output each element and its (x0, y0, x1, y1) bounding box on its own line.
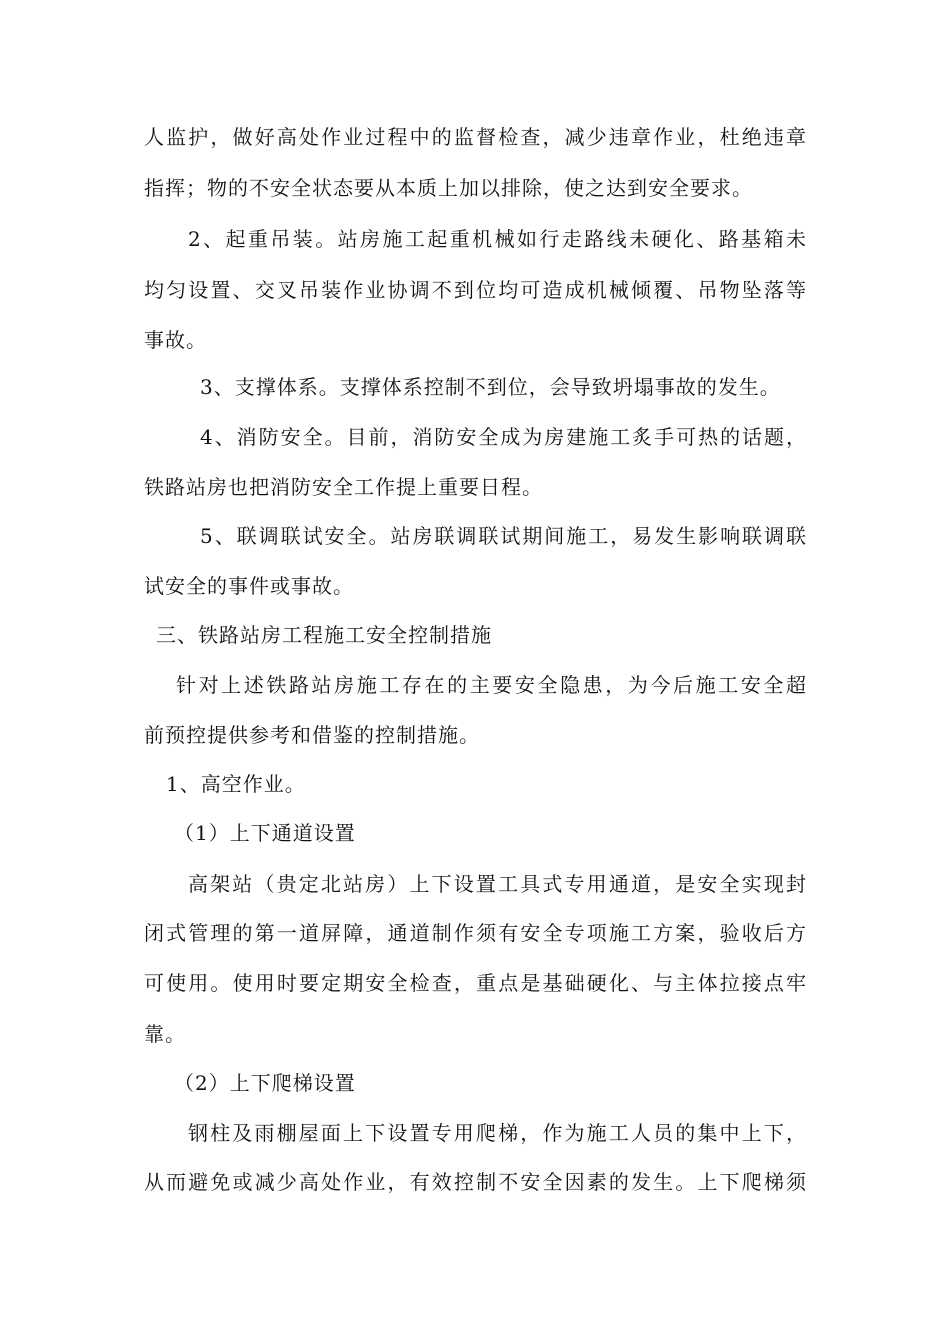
text-line: 试安全的事件或事故。 (144, 574, 354, 598)
text-line: 高架站（贵定北站房）上下设置工具式专用通道，是安全实现封 (188, 872, 806, 896)
text-line: 钢柱及雨棚屋面上下设置专用爬梯，作为施工人员的集中上下， (188, 1121, 806, 1145)
text-line: 针对上述铁路站房施工存在的主要安全隐患，为今后施工安全超 (176, 673, 806, 697)
text-line: 2、起重吊装。站房施工起重机械如行走路线未硬化、路基箱未 (188, 227, 806, 251)
text-line: 闭式管理的第一道屏障，通道制作须有安全专项施工方案，验收后方 (144, 921, 806, 945)
text-line: 指挥；物的不安全状态要从本质上加以排除，使之达到安全要求。 (144, 176, 753, 200)
text-line: 5、联调联试安全。站房联调联试期间施工，易发生影响联调联 (200, 524, 806, 548)
subsection-heading: （2）上下爬梯设置 (174, 1071, 356, 1095)
text-line: 从而避免或减少高处作业，有效控制不安全因素的发生。上下爬梯须 (144, 1170, 806, 1194)
text-line: 4、消防安全。目前，消防安全成为房建施工炙手可热的话题， (200, 425, 806, 449)
text-line: 3、支撑体系。支撑体系控制不到位，会导致坍塌事故的发生。 (200, 375, 781, 399)
text-line: 前预控提供参考和借鉴的控制措施。 (144, 723, 480, 747)
section-heading: 三、铁路站房工程施工安全控制措施 (156, 623, 492, 647)
text-line: 均匀设置、交叉吊装作业协调不到位均可造成机械倾覆、吊物坠落等 (144, 278, 806, 302)
text-line: 铁路站房也把消防安全工作提上重要日程。 (144, 475, 543, 499)
text-line: 靠。 (144, 1022, 186, 1046)
subsection-heading: （1）上下通道设置 (174, 821, 356, 845)
text-line: 人监护，做好高处作业过程中的监督检查，减少违章作业，杜绝违章 (144, 125, 806, 149)
text-line: 事故。 (144, 328, 207, 352)
text-line: 可使用。使用时要定期安全检查，重点是基础硬化、与主体拉接点牢 (144, 971, 806, 995)
subsection-heading: 1、高空作业。 (166, 772, 306, 796)
